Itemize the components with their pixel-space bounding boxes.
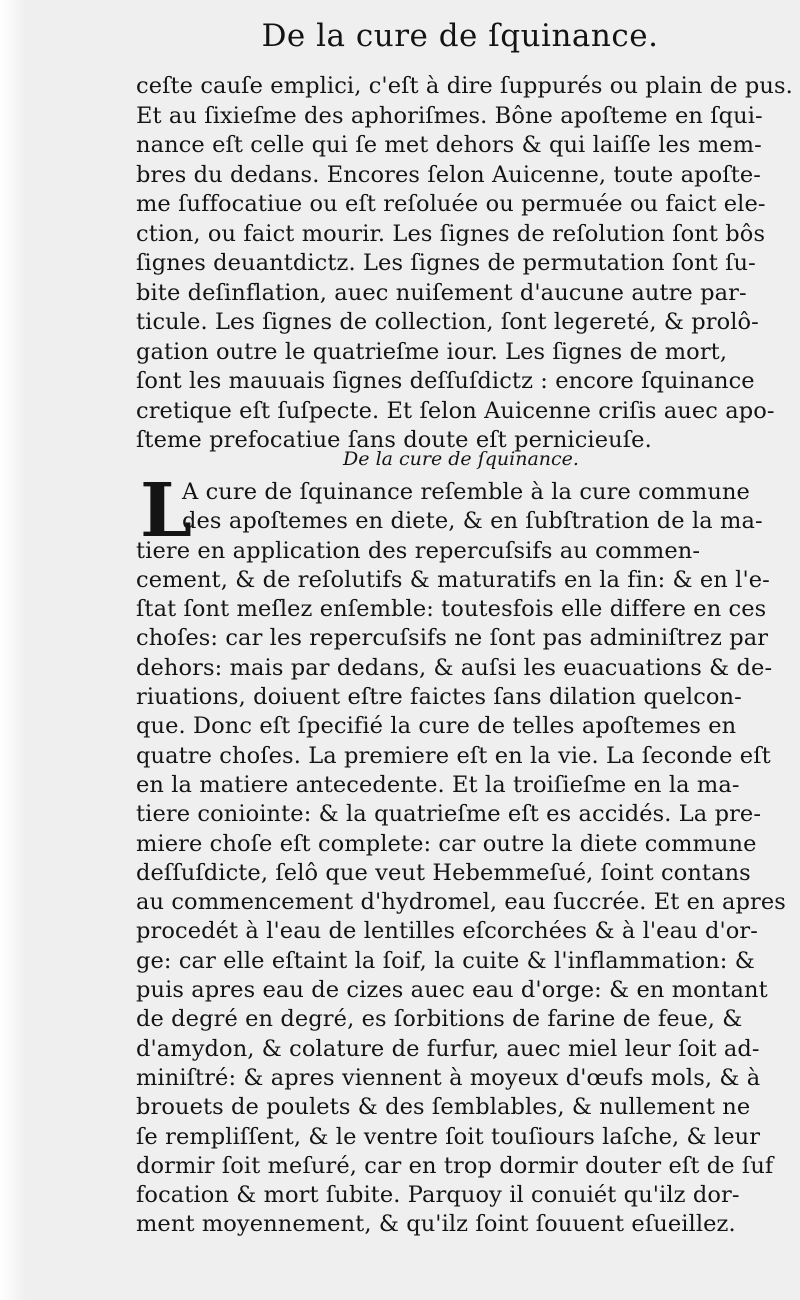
text-line: cement, & de reſolutifs & maturatifs en la fin: & en l'e- bbox=[136, 566, 770, 593]
text-line: Et au ſixieſme des aphoriſmes. Bône apoſteme en ſqui- bbox=[136, 102, 763, 129]
text-line: A cure de ſquinance reſemble à la cure commune bbox=[182, 479, 750, 505]
text-line: ment moyennement, & qu'ilz ſoint ſouuent eſueillez. bbox=[136, 1211, 736, 1238]
text-line: riuations, doiuent eſtre faictes ſans dilation quelcon- bbox=[136, 684, 742, 711]
text-line: miere choſe eſt complete: car outre la diete commune bbox=[136, 830, 757, 857]
text-line: ſe rempliſſent, & le ventre ſoit touſiours laſche, & leur bbox=[136, 1123, 761, 1150]
text-line: en la matiere antecedente. Et la troiſieſme en la ma- bbox=[136, 771, 740, 798]
paragraph-a bbox=[136, 72, 793, 456]
paragraph-b bbox=[136, 478, 786, 1240]
text-line: des apoſtemes en diete, & en ſubſtration de la ma- bbox=[182, 508, 763, 535]
text-line: me ſuffocatiue ou eſt reſoluée ou permuée ou faict ele- bbox=[136, 191, 766, 217]
text-line: miniſtré: & apres viennent à moyeux d'œufs mols, & à bbox=[136, 1064, 761, 1091]
text-line: dehors: mais par dedans, & auſsi les euacuations & de- bbox=[136, 654, 773, 681]
text-line: quatre choſes. La premiere eſt en la vie. La ſeconde eſt bbox=[136, 742, 771, 769]
text-line: tiere en application des repercuſsifs au commen- bbox=[136, 537, 701, 564]
text-line: ſtat ſont meſlez enſemble: toutesfois elle differe en ces bbox=[136, 596, 767, 623]
text-line: ceſte cauſe emplici, c'eſt à dire ſuppurés ou plain de pus. bbox=[136, 73, 793, 99]
text-line: dormir ſoit meſuré, car en trop dormir douter eſt de ſuf bbox=[136, 1152, 774, 1179]
drop-cap: L bbox=[140, 468, 193, 554]
text-line: choſes: car les repercuſsifs ne ſont pas adminiſtrez par bbox=[136, 625, 769, 652]
text-line: ſont les mauuais ſignes deſſuſdictz : encore ſquinance bbox=[136, 368, 755, 394]
text-line: focation & mort ſubite. Parquoy il conuiét qu'ilz dor- bbox=[136, 1182, 740, 1209]
text-line: de degré en degré, es ſorbitions de farine de feue, & bbox=[136, 1006, 743, 1033]
text-line: ſteme prefocatiue ſans doute eſt pernicieuſe. bbox=[136, 427, 652, 453]
text-line: d'amydon, & colature de furfur, auec miel leur ſoit ad- bbox=[136, 1035, 760, 1062]
running-head: De la cure de ſquinance. bbox=[261, 18, 659, 54]
text-line: au commencement d'hydromel, eau ſuccrée. Et en apres bbox=[136, 889, 786, 916]
text-line: bres du dedans. Encores ſelon Auicenne, toute apoſte- bbox=[136, 161, 761, 188]
text-line: cretique eſt ſuſpecte. Et ſelon Auicenne criſis auec apo- bbox=[136, 397, 775, 424]
text-line: deſſuſdicte, ſelô que veut Hebemmeſué, ſoint contans bbox=[136, 859, 751, 886]
text-line: procedét à l'eau de lentilles eſcorchées & à l'eau d'or- bbox=[136, 918, 758, 945]
text-line: brouets de poulets & des ſemblables, & nullement ne bbox=[136, 1094, 751, 1121]
text-line: que. Donc eſt ſpecifié la cure de telles apoſtemes en bbox=[136, 713, 737, 740]
text-line: bite deſinflation, auec nuiſement d'aucune autre par- bbox=[136, 279, 747, 306]
text-line: ſignes deuantdictz. Les ſignes de permutation ſont ſu- bbox=[136, 250, 756, 276]
text-line: ction, ou faict mourir. Les ſignes de reſolution ſont bôs bbox=[136, 220, 766, 247]
text-line: gation outre le quatrieſme iour. Les ſignes de mort, bbox=[136, 338, 728, 365]
text-line: tiere coniointe: & la quatrieſme eſt es accidés. La pre- bbox=[136, 801, 762, 828]
text-line: puis apres eau de cizes auec eau d'orge: & en montant bbox=[136, 977, 768, 1004]
text-line: ge: car elle eſtaint la ſoif, la cuite & l'inflammation: & bbox=[136, 947, 755, 974]
section-heading: De la cure de ſquinance. bbox=[343, 448, 579, 470]
text-line: nance eſt celle qui ſe met dehors & qui laiſſe les mem- bbox=[136, 132, 762, 158]
text-line: ticule. Les ſignes de collection, ſont legereté, & prolô- bbox=[136, 309, 759, 335]
